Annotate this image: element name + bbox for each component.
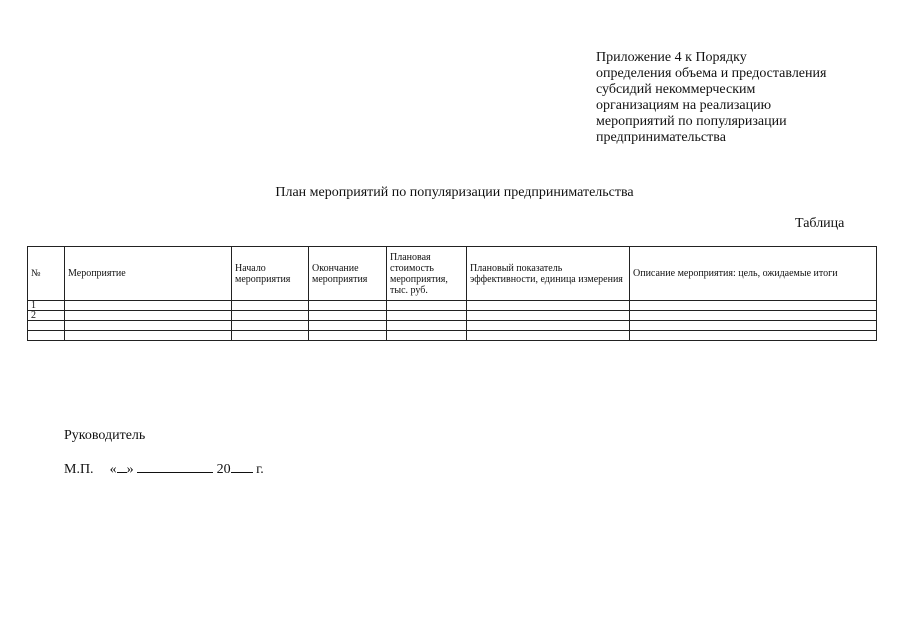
table-cell <box>65 321 232 331</box>
close-quote: » <box>126 462 134 477</box>
col-header-number: № <box>28 247 65 301</box>
table-row <box>28 311 877 321</box>
stamp-date-line <box>64 460 264 478</box>
table-cell <box>387 301 467 311</box>
table-cell <box>630 321 877 331</box>
table-cell <box>309 311 387 321</box>
table-cell <box>232 321 309 331</box>
table-cell <box>467 311 630 321</box>
open-quote: « <box>109 462 117 477</box>
appendix-line: мероприятий по популяризации <box>596 114 787 129</box>
table-cell <box>630 311 877 321</box>
table-cell <box>232 331 309 341</box>
appendix-note <box>596 50 886 146</box>
col-header-start: Начало мероприятия <box>232 247 309 301</box>
table-cell <box>387 321 467 331</box>
month-blank <box>137 460 213 473</box>
row-number-cell <box>28 321 65 331</box>
table-cell <box>232 301 309 311</box>
stamp-label: М.П. <box>64 462 94 477</box>
table-row <box>28 321 877 331</box>
year-prefix: 20 <box>216 462 231 477</box>
document-title-container <box>0 185 905 201</box>
table-label: Таблица <box>795 216 845 231</box>
col-header-event: Мероприятие <box>65 247 232 301</box>
appendix-line: субсидий некоммерческим <box>596 82 756 97</box>
col-header-description: Описание мероприятия: цель, ожидаемые итоги <box>630 247 877 301</box>
table-cell <box>65 311 232 321</box>
table-cell <box>65 301 232 311</box>
table-cell <box>309 301 387 311</box>
day-blank <box>117 460 127 473</box>
row-number-cell: 1 <box>28 301 65 311</box>
table-cell <box>65 331 232 341</box>
table-cell <box>309 321 387 331</box>
table-cell <box>467 321 630 331</box>
col-header-cost: Плановая стоимость мероприятия, тыс. руб. <box>387 247 467 301</box>
table-cell <box>467 331 630 341</box>
appendix-line: определения объема и предоставления <box>596 66 827 81</box>
table-row <box>28 331 877 341</box>
appendix-line: Приложение 4 к Порядку <box>596 50 747 65</box>
year-suffix: г. <box>252 462 264 477</box>
table-cell <box>630 331 877 341</box>
signer-label: Руководитель <box>64 428 146 443</box>
col-header-end: Окончание мероприятия <box>309 247 387 301</box>
table-cell <box>387 311 467 321</box>
col-header-indicator: Плановый показатель эффективности, единица измерения <box>467 247 630 301</box>
events-plan-table <box>27 246 877 341</box>
row-number-cell <box>28 331 65 341</box>
table-cell <box>309 331 387 341</box>
table-cell <box>630 301 877 311</box>
table-cell <box>467 301 630 311</box>
row-number-cell: 2 <box>28 311 65 321</box>
year-blank <box>231 460 253 473</box>
table-cell <box>232 311 309 321</box>
appendix-line: предпринимательства <box>596 130 726 145</box>
document-title: План мероприятий по популяризации предпринимательства <box>275 185 634 200</box>
table-cell <box>387 331 467 341</box>
appendix-line: организациям на реализацию <box>596 98 772 113</box>
table-row <box>28 301 877 311</box>
table-header-row <box>28 247 877 301</box>
